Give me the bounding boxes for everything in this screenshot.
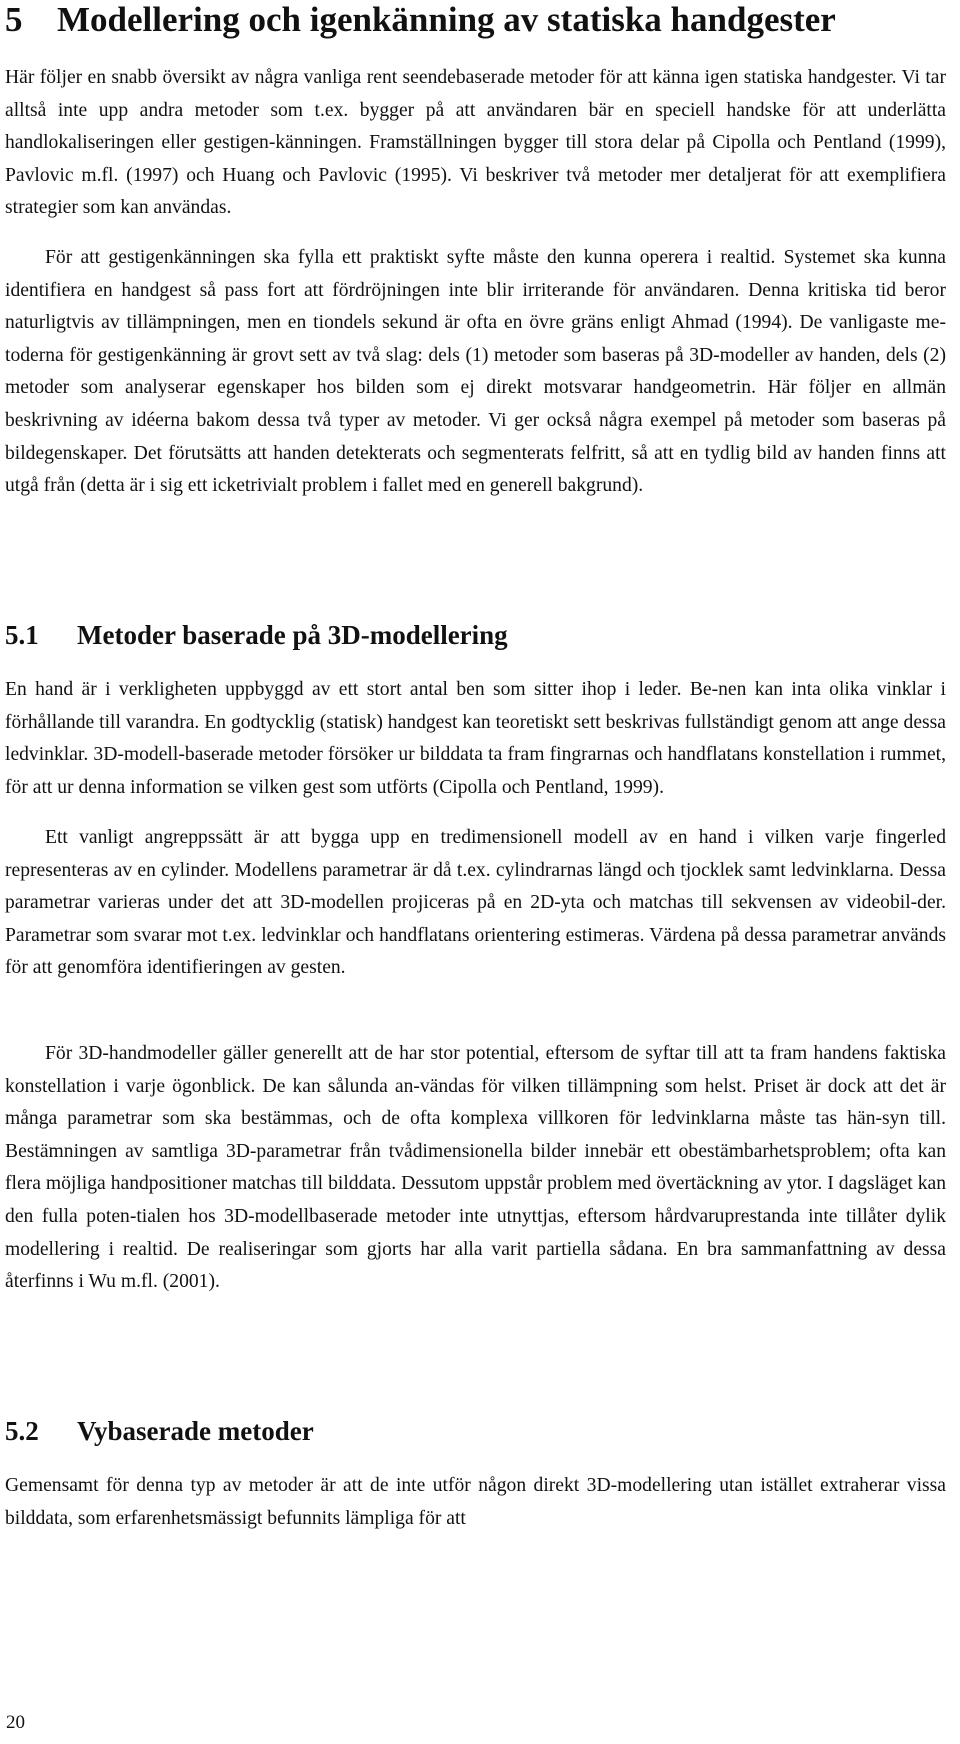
intro-paragraph-2: För att gestigenkänningen ska fylla ett praktiskt syfte måste den kunna operera i realtid. Systemet ska kunna identifiera en handgest så pass fort att fördröjningen inte blir irriterande för användaren. Denna kritiska tid beror naturligtvis av tillämpningen, men en tiondels sekund är ofta en övre gräns enligt Ahmad (1994). De vanligaste me-toderna för gestigenkänning är grovt sett av två slag: dels (1) metoder som baseras på 3D-modeller av handen, dels (2) metoder som analyserar egenskaper hos bilden som ej direkt motsvarar handgeometrin. Här följer en allmän beskrivning av idéerna bakom dessa två typer av metoder. Vi ger också några exempel på metoder som baseras på bildegenskaper. Det förutsätts att handen detekterats och segmenterats felfritt, så att en tydlig bild av handen finns att utgå från (detta är i sig ett icketrivialt problem i fallet med en generell bakgrund).: [5, 247, 946, 497]
section-5-1-paragraph-1: En hand är i verkligheten uppbyggd av ett stort antal ben som sitter ihop i leder. Be-nen kan inta olika vinklar i förhållande till varandra. En godtycklig (statisk) handgest kan teoretiskt sett beskrivas fullständigt genom att ange dessa ledvinklar. 3D-modell-baserade metoder försöker ur bilddata ta fram fingrarnas och handflatans konstellation i rummet, för att ur denna information se vilken gest som utförts (Cipolla och Pentland, 1999).: [5, 679, 946, 798]
section-title: Vybaserade metoder: [77, 1416, 314, 1446]
section-5-2-paragraph-1: Gemensamt för denna typ av metoder är att de inte utför någon direkt 3D-modellering utan istället extraherar vissa bilddata, som erfarenhetsmässigt befunnits lämpliga för att: [5, 1475, 946, 1529]
intro-paragraph-1: Här följer en snabb översikt av några vanliga rent seendebaserade metoder för att känna igen statiska handgester. Vi tar alltså inte upp andra metoder som t.ex. bygger på att användaren bär en speciell handske för att underlätta handlokaliseringen eller gestigen-känningen. Framställningen bygger till stora delar på Cipolla och Pentland (1999), Pavlovic m.fl. (1997) och Huang och Pavlovic (1995). Vi beskriver två metoder mer detaljerat för att exemplifiera strategier som kan användas.: [5, 67, 946, 219]
chapter-heading: [5, 0, 950, 40]
page-number: 20: [6, 1712, 25, 1733]
section-heading-5-1: [5, 618, 950, 652]
section-heading-5-2: [5, 1414, 950, 1448]
chapter-title: Modellering och igenkänning av statiska handgester: [57, 0, 836, 39]
section-number: 5.2: [5, 1416, 39, 1446]
section-5-1-paragraph-2: Ett vanligt angreppssätt är att bygga upp en tredimensionell modell av en hand i vilken varje fingerled representeras av en cylinder. Modellens parametrar är då t.ex. cylindrarnas längd och tjocklek samt ledvinklarna. Dessa parametrar varieras under det att 3D-modellen projiceras på en 2D-yta och matchas till sekvensen av videobil-der. Parametrar som svarar mot t.ex. ledvinklar och handflatans orientering estimeras. Värdena på dessa parametrar används för att genomföra identifieringen av gesten.: [5, 827, 946, 979]
chapter-number: 5: [5, 0, 23, 39]
section-number: 5.1: [5, 620, 39, 650]
section-5-1-paragraph-3: För 3D-handmodeller gäller generellt att de har stor potential, eftersom de syftar till att ta fram handens faktiska konstellation i varje ögonblick. De kan sålunda an-vändas för vilken tillämpning som helst. Priset är dock att det är många parametrar som ska bestämmas, och de ofta komplexa villkoren för ledvinklarna måste tas hän-syn till. Bestämningen av samtliga 3D-parametrar från tvådimensionella bilder innebär ett obestämbarhetsproblem; ofta kan flera möjliga handpositioner matchas till bilddata. Dessutom uppstår problem med övertäckning av ytor. I dagsläget kan den fulla poten-tialen hos 3D-modellbaserade metoder inte utnyttjas, eftersom hårdvaruprestanda inte tillåter dylik modellering i realtid. De realiseringar som gjorts har alla varit partiella sådana. En bra sammanfattning av dessa återfinns i Wu m.fl. (2001).: [5, 1043, 946, 1293]
section-title: Metoder baserade på 3D-modellering: [77, 620, 508, 650]
